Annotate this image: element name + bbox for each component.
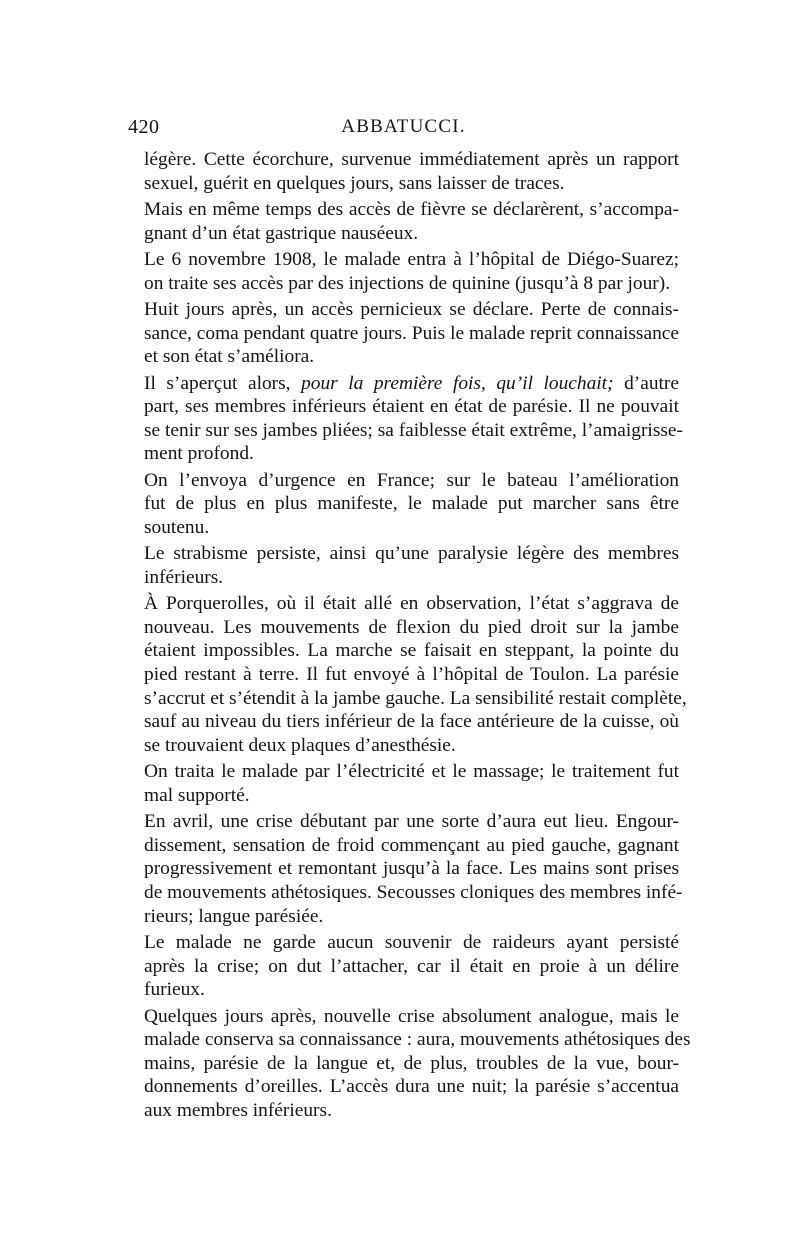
text-line: gnant d’un état gastrique nauséeux. (144, 222, 419, 244)
text-line: s’accrut et s’étendit à la jambe gauche. La sensibilité restait complète, (144, 687, 687, 709)
text-line: se trouvaient deux plaques d’anesthésie. (144, 734, 456, 756)
text-line: malade conserva sa connaissance : aura, mouvements athétosiques des (144, 1029, 691, 1051)
text-line: Huit jours après, un accès pernicieux se déclare. Perte de connais- (144, 298, 679, 320)
text-line: dissement, sensation de froid commençant au pied gauche, gagnant (144, 834, 679, 856)
text-line: ment profond. (144, 443, 254, 465)
italic-phrase: pour la première fois, qu’il louchait; (301, 372, 614, 394)
paragraph (144, 542, 679, 589)
text-line: mal supporté. (144, 784, 250, 806)
text-line: légère. Cette écorchure, survenue immédiatement après un rapport (144, 149, 679, 170)
paragraph (144, 298, 679, 369)
body-text (144, 148, 691, 1125)
paragraph (144, 469, 679, 540)
text-line: de mouvements athétosiques. Secousses cloniques des membres infé- (144, 881, 683, 903)
text-line: après la crise; on dut l’attacher, car il était en proie à un délire (144, 955, 679, 977)
text-line: sauf au niveau du tiers inférieur de la face antérieure de la cuisse, où (144, 711, 679, 733)
text-line: Le malade ne garde aucun souvenir de raideurs ayant persisté (144, 931, 679, 953)
text-line: étaient impossibles. La marche se faisait en steppant, la pointe du (144, 640, 679, 662)
page-number: 420 (128, 116, 160, 138)
text-run: Il s’aperçut alors, (144, 372, 302, 394)
text-line: furieux. (144, 979, 205, 1001)
text-line: et son état s’améliora. (144, 346, 315, 368)
text-line: inférieurs. (144, 566, 224, 588)
text-line: fut de plus en plus manifeste, le malade put marcher sans être (144, 493, 679, 515)
text-line: sexuel, guérit en quelques jours, sans laisser de traces. (144, 172, 565, 194)
paragraph (144, 248, 679, 295)
running-head: ABBATUCCI. (341, 116, 466, 137)
text-line: En avril, une crise débutant par une sorte d’aura eut lieu. Engour- (144, 811, 679, 833)
text-line: Quelques jours après, nouvelle crise absolument analogue, mais le (144, 1005, 679, 1027)
paragraph (144, 760, 679, 807)
text-line: Mais en même temps des accès de fièvre se déclarèrent, s’accompa- (144, 198, 679, 220)
text-run: d’autre (613, 372, 679, 394)
text-line: aux membres inférieurs. (144, 1099, 332, 1121)
paragraph (144, 931, 679, 1002)
text-line: on traite ses accès par des injections de quinine (jusqu’à 8 par jour). (144, 272, 671, 294)
text-line: On traita le malade par l’électricité et le massage; le traitement fut (144, 761, 679, 783)
text-line: soutenu. (144, 516, 210, 538)
text-line: progressivement et remontant jusqu’à la face. Les mains sont prises (144, 858, 679, 880)
text-line (144, 372, 679, 396)
text-line: pied restant à terre. Il fut envoyé à l’hôpital de Toulon. La parésie (144, 664, 679, 686)
page-header (128, 116, 679, 144)
text-line: On l’envoya d’urgence en France; sur le bateau l’amélioration (144, 469, 679, 491)
text-line: À Porquerolles, où il était allé en observation, l’état s’aggrava de (144, 593, 679, 615)
paragraph (144, 148, 679, 195)
paragraph (144, 592, 687, 757)
text-line: sance, coma pendant quatre jours. Puis le malade reprit connaissance (144, 322, 679, 344)
text-line: part, ses membres inférieurs étaient en état de parésie. Il ne pouvait (144, 396, 679, 418)
text-line: rieurs; langue parésiée. (144, 905, 324, 927)
paragraph (144, 810, 683, 928)
text-line: Le strabisme persiste, ainsi qu’une paralysie légère des membres (144, 543, 679, 565)
text-line: donnements d’oreilles. L’accès dura une nuit; la parésie s’accentua (144, 1076, 679, 1098)
text-line: nouveau. Les mouvements de flexion du pied droit sur la jambe (144, 616, 679, 638)
text-line: se tenir sur ses jambes pliées; sa faiblesse était extrême, l’amaigrisse- (144, 419, 683, 441)
text-line: Le 6 novembre 1908, le malade entra à l’hôpital de Diégo-Suarez; (144, 248, 679, 270)
text-line: mains, parésie de la langue et, de plus, troubles de la vue, bour- (144, 1052, 679, 1074)
paragraph (144, 372, 683, 466)
paragraph (144, 1005, 691, 1123)
paragraph (144, 198, 679, 245)
